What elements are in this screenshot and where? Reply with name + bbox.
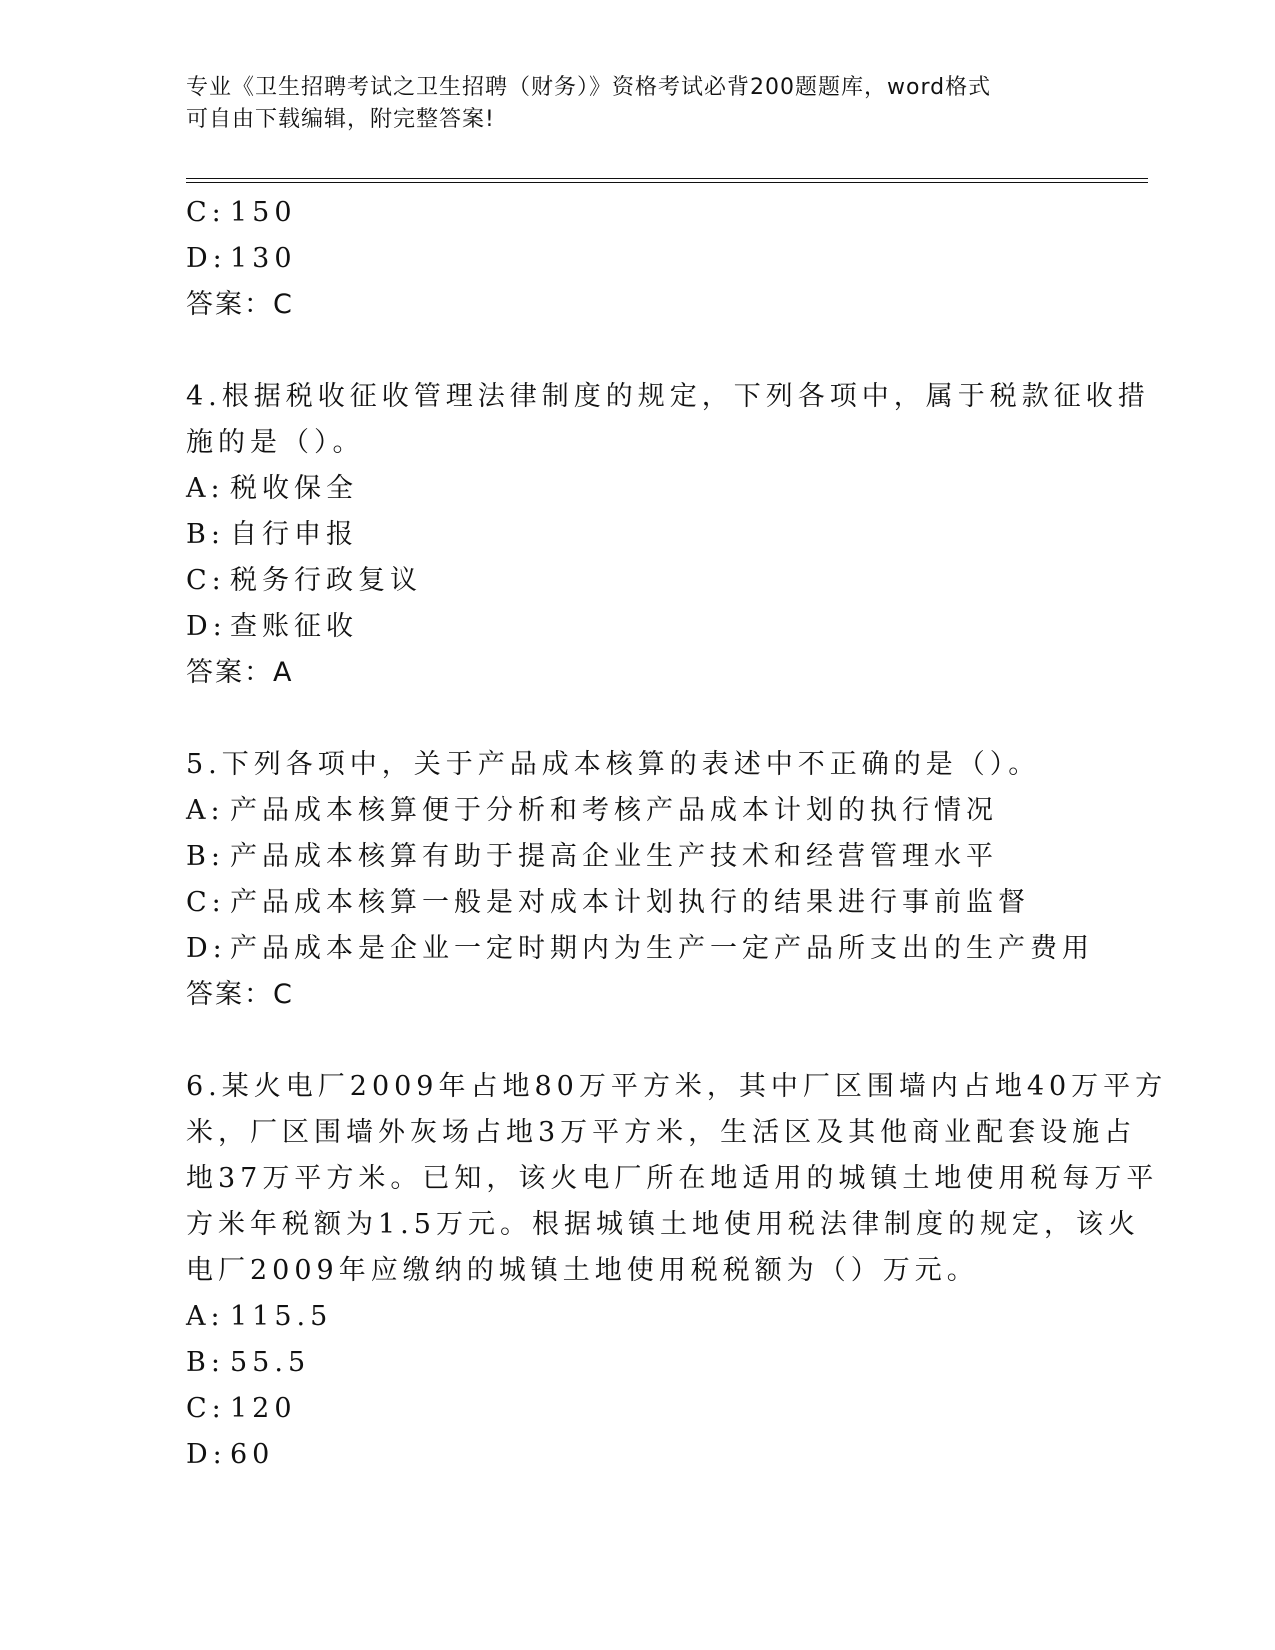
option-text: 115.5 xyxy=(230,1301,333,1332)
option-text: 自行申报 xyxy=(230,519,358,550)
question-stem-line: 方米年税额为1.5万元。根据城镇土地使用税法律制度的规定，该火 xyxy=(186,1209,1140,1240)
question-stem-line: 5.下列各项中，关于产品成本核算的表述中不正确的是（）。 xyxy=(186,749,1041,780)
answer-line: 答案：A xyxy=(186,657,294,688)
option-key: B: xyxy=(186,519,225,550)
answer-line: 答案：C xyxy=(186,979,294,1010)
question-stem-line: 电厂2009年应缴纳的城镇土地使用税税额为（）万元。 xyxy=(186,1255,979,1286)
option-key: D: xyxy=(186,1439,227,1470)
answer-line: 答案：C xyxy=(186,289,294,320)
option-key: C: xyxy=(186,565,226,596)
question-stem-line: 米，厂区围墙外灰场占地3万平方米，生活区及其他商业配套设施占 xyxy=(186,1117,1137,1148)
question-4 xyxy=(186,374,1150,696)
option-key: B: xyxy=(186,841,225,872)
question-stem-line: 6.某火电厂2009年占地80万平方米，其中厂区围墙内占地40万平方 xyxy=(186,1071,1168,1102)
option-d xyxy=(186,236,1086,282)
option-key: B: xyxy=(186,1347,225,1378)
question-stem-line: 地37万平方米。已知，该火电厂所在地适用的城镇土地使用税每万平 xyxy=(186,1163,1159,1194)
option-text: 产品成本核算有助于提高企业生产技术和经营管理水平 xyxy=(230,841,998,872)
question-5 xyxy=(186,742,1094,1018)
option-c xyxy=(186,558,1086,604)
spacer xyxy=(186,1018,1086,1064)
option-text: 查账征收 xyxy=(230,611,358,642)
option-a xyxy=(186,788,1086,834)
question-stem-line: 施的是（）。 xyxy=(186,427,365,458)
option-key: C: xyxy=(186,1393,226,1424)
header-divider-bottom xyxy=(186,182,1148,183)
option-text: 120 xyxy=(230,1393,297,1424)
option-text: 55.5 xyxy=(230,1347,311,1378)
option-a xyxy=(186,466,1086,512)
option-key: D: xyxy=(186,243,227,274)
header-divider-top xyxy=(186,178,1148,179)
question-3 xyxy=(186,190,1086,328)
option-text: 产品成本核算便于分析和考核产品成本计划的执行情况 xyxy=(230,795,998,826)
option-key: A: xyxy=(186,795,225,826)
option-key: D: xyxy=(186,933,227,964)
option-text: 税务行政复议 xyxy=(230,565,422,596)
document-header xyxy=(186,72,1086,136)
option-text: 产品成本核算一般是对成本计划执行的结果进行事前监督 xyxy=(230,887,1030,918)
option-b xyxy=(186,512,1086,558)
option-key: D: xyxy=(186,611,227,642)
option-text: 税收保全 xyxy=(230,473,358,504)
header-title-line-2: 可自由下载编辑，附完整答案! xyxy=(186,107,495,132)
header-title-line-1: 专业《卫生招聘考试之卫生招聘（财务）》资格考试必背200题题库，word格式 xyxy=(186,75,992,100)
option-d xyxy=(186,604,1086,650)
question-content xyxy=(186,190,1168,1478)
option-text: 产品成本是企业一定时期内为生产一定产品所支出的生产费用 xyxy=(230,933,1094,964)
question-6 xyxy=(186,1064,1168,1478)
option-d xyxy=(186,1432,1086,1478)
option-d xyxy=(186,926,1094,972)
option-c xyxy=(186,1386,1086,1432)
option-key: C: xyxy=(186,887,226,918)
option-c xyxy=(186,190,1086,236)
option-key: C: xyxy=(186,197,226,228)
option-a xyxy=(186,1294,1086,1340)
option-key: A: xyxy=(186,473,225,504)
option-text: 60 xyxy=(230,1439,275,1470)
spacer xyxy=(186,696,1086,742)
option-c xyxy=(186,880,1086,926)
option-text: 150 xyxy=(230,197,297,228)
option-text: 130 xyxy=(230,243,297,274)
question-stem-line: 4.根据税收征收管理法律制度的规定，下列各项中，属于税款征收措 xyxy=(186,381,1150,412)
option-b xyxy=(186,834,1086,880)
option-key: A: xyxy=(186,1301,225,1332)
spacer xyxy=(186,328,1086,374)
option-b xyxy=(186,1340,1086,1386)
